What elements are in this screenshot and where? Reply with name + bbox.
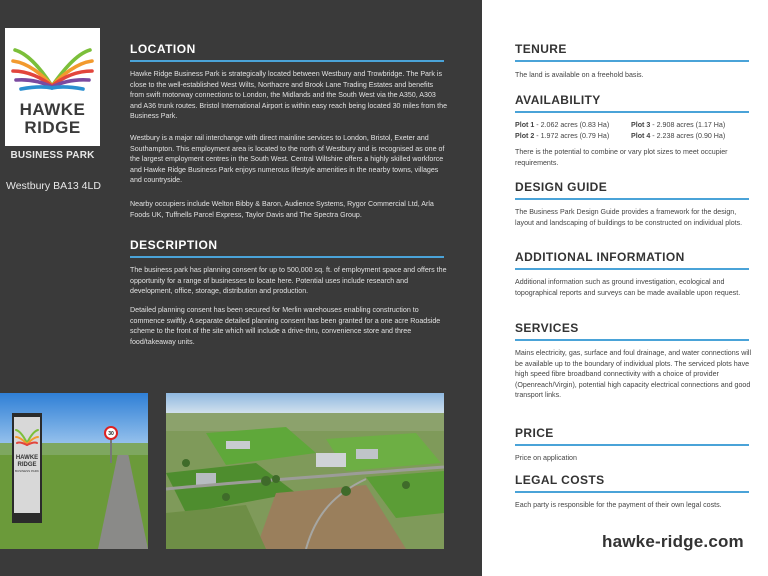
location-paragraph-1: Hawke Ridge Business Park is strategically located between Westbury and Trowbridge. The Park is close to the well-established West Wilts, Northacre and Brook Lane Trading Estates and benefits from swift motorway connections to London, the Midlands and the South West via the A350, A303 and A36 trunk routes. Bristol International Airport is within easy reach being located 30 miles from the Business Park. xyxy=(130,70,448,121)
plot-value: - 2.062 acres (0.83 Ha) xyxy=(534,121,610,129)
plot-value: - 2.238 acres (0.90 Ha) xyxy=(650,131,726,140)
services-text: Mains electricity, gas, surface and foul drainage, and water connections will be available up to the boundary of individual plots. The serviced plots have high speed fibre broadband connectivity with a choice of provider (Openreach/Virgin), potential high capacity electrical connections and good transport links. xyxy=(515,349,752,400)
tenure-text: The land is available on a freehold basis. xyxy=(515,71,644,79)
plot-item xyxy=(631,120,747,131)
design-guide-heading: DESIGN GUIDE xyxy=(515,180,749,200)
location-heading: LOCATION xyxy=(130,42,444,62)
plot-label: Plot 2 xyxy=(515,131,535,140)
plot-label: Plot 3 xyxy=(631,121,651,129)
logo-text-ridge: RIDGE xyxy=(24,118,81,137)
plot-label: Plot 1 xyxy=(515,121,535,129)
plot-item xyxy=(515,120,631,131)
plot-row xyxy=(515,131,747,142)
postcode: Westbury BA13 4LD xyxy=(6,180,101,192)
sign-text-business-park: BUSINESS PARK xyxy=(15,469,39,473)
location-paragraph-3: Nearby occupiers include Welton Bibby & Baron, Audience Systems, Rygor Commercial Ltd, Arla Foods UK, Tuffnells Parcel Express, Taylor Davis and The Spectra Group. xyxy=(130,200,434,219)
additional-info-text: Additional information such as ground investigation, ecological and topographical reports and surveys can be made available upon request. xyxy=(515,278,741,297)
speed-limit-value: 30 xyxy=(108,431,114,437)
book-wings-icon xyxy=(5,32,100,94)
sign-text-hawke: HAWKE xyxy=(15,455,39,461)
description-heading: DESCRIPTION xyxy=(130,238,444,258)
price-text: Price on application xyxy=(515,454,577,462)
signage-photo xyxy=(0,393,148,549)
aerial-photo xyxy=(166,393,444,549)
plot-item xyxy=(515,131,631,142)
plot-label: Plot 4 xyxy=(631,131,651,140)
plot-item xyxy=(631,131,747,142)
tenure-heading: TENURE xyxy=(515,42,749,62)
plot-value: - 2.908 acres (1.17 Ha) xyxy=(650,121,726,129)
availability-note: There is the potential to combine or vary plot sizes to meet occupier requirements. xyxy=(515,148,728,167)
logo-text-hawke: HAWKE xyxy=(19,100,86,119)
description-paragraph-2: Detailed planning consent has been secured for Merlin warehouses enabling construction to commence swiftly. A separate detailed planning consent has been granted for a one acre Roadside scheme to the front of the site which will include a drive-thru, convenience store and three food/takeaway units. xyxy=(130,306,441,346)
services-heading: SERVICES xyxy=(515,321,749,341)
website-link[interactable]: hawke-ridge.com xyxy=(602,532,744,551)
plot-value: - 1.972 acres (0.79 Ha) xyxy=(534,131,610,140)
additional-info-heading: ADDITIONAL INFORMATION xyxy=(515,250,749,270)
legal-costs-heading: LEGAL COSTS xyxy=(515,473,749,493)
business-park-label: BUSINESS PARK xyxy=(10,150,95,161)
right-panel xyxy=(482,0,768,576)
legal-costs-text: Each party is responsible for the payment of their own legal costs. xyxy=(515,501,722,509)
plot-list xyxy=(515,120,747,141)
logo xyxy=(5,28,100,146)
plot-row xyxy=(515,120,747,131)
design-guide-text: The Business Park Design Guide provides a framework for the design, layout and landscaping of buildings to be constructed on individual plots. xyxy=(515,208,743,227)
sign-text-ridge: RIDGE xyxy=(17,462,37,468)
description-paragraph-1: The business park has planning consent for up to 500,000 sq. ft. of employment space and offers the opportunity for a range of businesses to locate here. Potential uses include research and development, office, storage, distribution and production. xyxy=(130,266,447,296)
location-paragraph-2: Westbury is a major rail interchange with direct mainline services to London, Bristol, Exeter and Southampton. This employment area is located to the north of Westbury and is recognised as one of the largest employment centres in the South West. Central Wiltshire offers a highly skilled workforce and Hawke Ridge Business Park enjoys numerous lifestyle amenities in the nearby towns, villages and countryside. xyxy=(130,134,445,185)
price-heading: PRICE xyxy=(515,426,749,446)
availability-heading: AVAILABILITY xyxy=(515,93,749,113)
